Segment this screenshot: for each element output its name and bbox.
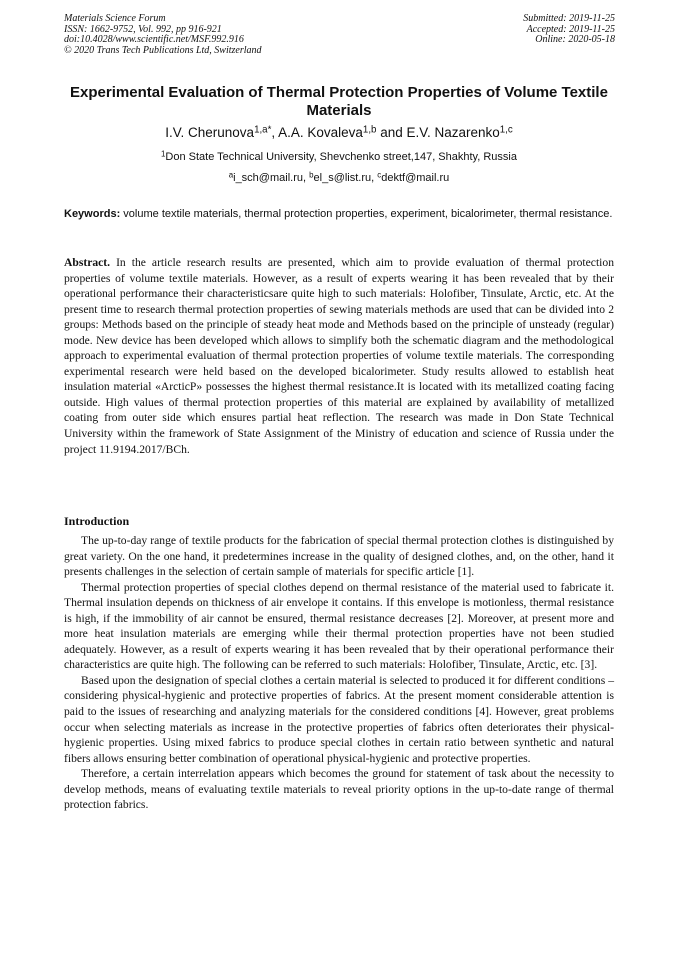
abstract-label: Abstract. [64, 256, 111, 269]
paragraph: Therefore, a certain interrelation appears which becomes the ground for statement of task about the necessity to develop methods, means of evaluating textile materials to reveal priority options in the up-to-date range of thermal protection fabrics. [64, 767, 614, 812]
introduction-heading: Introduction [64, 514, 130, 528]
author-affiliation-mark: 1,a* [254, 124, 272, 136]
abstract-section [64, 255, 614, 457]
introduction-body [64, 533, 614, 813]
email-list: $^a$i_sch@mail.ru, $^b$el_s@list.ru, $^c$dektf@mail.ru [228, 170, 450, 184]
affiliation [60, 151, 618, 164]
accepted-date: Accepted: 2019-11-25 [526, 23, 615, 35]
email-address: i_sch@mail.ru [233, 172, 303, 184]
author-affiliation-mark: 1,c [499, 124, 513, 136]
submitted-date: Submitted: 2019-11-25 [523, 13, 615, 24]
paragraph: Based upon the designation of special clothes a certain material is selected to produced it for different conditions – considering physical-hygienic and protective properties of fabrics. At the present moment considerable attention is paid to the issues of researching and analyzing materials for the considered conditions [4]. However, great problems occur when selecting materials as increase in the protective properties of fabrics often deteriorates their physical-hygienic properties. Using mixed fabrics to produce special clothes in certain ratio between synthetic and natural fibers allows ensuring better combination of operational physical-hygienic and protective properties. [64, 673, 614, 765]
copyright: © 2020 Trans Tech Publications Ltd, Switzerland [64, 44, 262, 56]
paper-title: Experimental Evaluation of Thermal Protection Properties of Volume Textile Materials [70, 84, 608, 119]
author-name: I.V. Cherunova [165, 125, 255, 140]
keywords-section [64, 207, 614, 222]
affiliation-mark: 1 [161, 149, 166, 159]
email-address: el_s@list.ru [313, 172, 372, 184]
email-mark: b [309, 170, 314, 180]
keywords-label: Keywords: [64, 208, 121, 220]
email-mark: a [228, 170, 234, 180]
email-address: dektf@mail.ru [381, 172, 450, 184]
author-name: A.A. Kovaleva [278, 125, 363, 140]
affiliation-text: Don State Technical University, Shevchenko street,147, Shakhty, Russia [165, 151, 517, 163]
paragraph: The up-to-day range of textile products for the fabrication of special thermal protection clothes is distinguished by great variety. On the one hand, it predetermines increase in the quality of designed clothes, and, on the other, hand it presents challenges in the selection of certain sample of materials for specific article [1]. [64, 534, 614, 579]
issn-volume: ISSN: 1662-9752, Vol. 992, pp 916-921 [64, 23, 222, 35]
journal-header-right [523, 14, 615, 46]
online-date: Online: 2020-05-18 [535, 34, 615, 46]
doi: doi:10.4028/www.scientific.net/MSF.992.916 [64, 34, 244, 46]
author-name: E.V. Nazarenko [406, 125, 500, 140]
paragraph: Thermal protection properties of special clothes depend on thermal resistance of the material used to fabricate it. Thermal insulation depends on thickness of air envelope it contains. If this envelope is motionless, thermal resistance is high, if the immobility of air cannot be ensured, thermal resistance decreases [2]. Moreover, at present more and more heat insulation materials are emerging while their thermal protection properties have not been studied adequately. However, as a result of experts wearing it has been revealed that by their operational performance their characteristics are quite high. The following can be referred to such materials: Holofiber, Tinsulate, Arctic, etc. [3]. [64, 580, 614, 672]
author-affiliation-mark: 1,b [362, 124, 377, 136]
author-conjunction: and [376, 125, 407, 140]
keywords-text: volume textile materials, thermal protection properties, experiment, bicalorimeter, thermal resistance. [120, 208, 613, 220]
author-list [60, 125, 618, 141]
journal-header-left [64, 14, 262, 56]
email-mark: c [377, 170, 382, 180]
journal-name: Materials Science Forum [64, 13, 166, 24]
author-separator: , [271, 125, 279, 140]
abstract-text: In the article research results are presented, which aim to provide evaluation of thermal protection properties of volume textile materials. However, as a result of experts wearing it has been revealed that by their operational performance their characteristicsare quite high to such materials: Holofiber, Tinsulate, Arctic, etc. At the present time to research thermal protection properties of sewing materials methods are used that can be divided into 2 groups: Methods based on the principle of steady heat mode and Methods based on the principle of unsteady (regular) mode. New device has been developed which allows to simplify both the schematic diagram and the methodological approach to experimental evaluation of thermal protection properties of volume textile materials. The corresponding experimental research were held based on the developed bicalorimeter. Study results allowed to establish heat insulation material «ArcticP» possesses the highest thermal resistance.It is located with its metallized coating facing outside. High values of thermal protection properties of this material are explained by availability of metallized coating from outer side which ensures partial heat reflection. The research was made in Don State Technical University within the framework of State Assignment of the Ministry of education and science of Russia under the project 11.9194.2017/BCh. [64, 256, 614, 456]
